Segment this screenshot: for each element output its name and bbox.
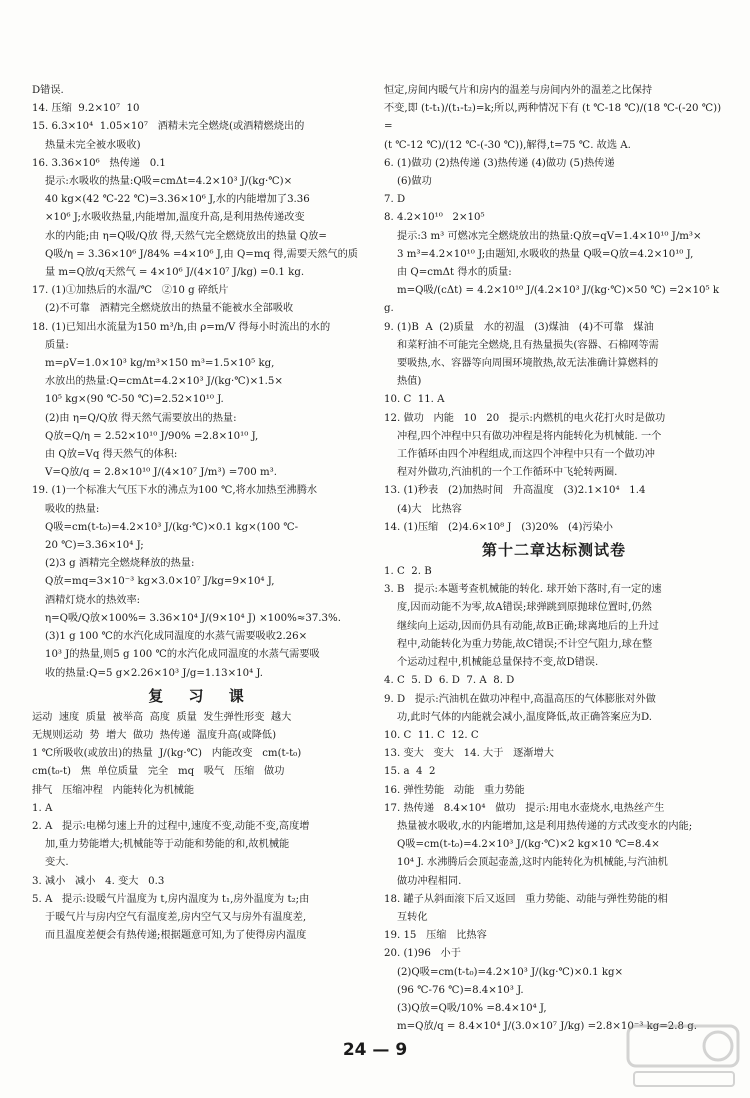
text-line: Q放=Q/η = 2.52×10¹⁰ J/90% =2.8×10¹⁰ J, [32, 430, 259, 442]
text-line: 1. C 2. B [384, 566, 432, 578]
text-line: 个运动过程中,机械能总量保持不变,故D错误. [384, 657, 599, 669]
text-line: (3)1 g 100 ℃的水汽化成同温度的水蒸气需要吸收2.26× [32, 631, 308, 643]
text-line: D错误. [32, 85, 64, 96]
text-line: η=Q吸/Q放×100%= 3.36×10⁴ J/(9×10⁴ J) ×100%≈37.3%. [32, 612, 341, 624]
text-line: 和菜籽油不可能完全燃烧,且有热量损失(容器、石棉网等需 [384, 339, 659, 351]
text-line: 程对外做功,汽油机的一个工作循环中飞轮转两圈. [384, 467, 618, 479]
text-line: (2)Q吸=cm(t-t₀)=4.2×10³ J/(kg·℃)×0.1 kg× [384, 966, 624, 978]
watermark-logo-icon [624, 1020, 742, 1092]
text-line: 吸收的热量: [32, 503, 100, 515]
left-column [32, 82, 370, 945]
text-line: 16. 弹性势能 动能 重力势能 [384, 784, 525, 796]
text-line: 10³ J的热量,则5 g 100 ℃的水汽化成同温度的水蒸气需要吸 [32, 649, 320, 661]
text-line: 继续向上运动,因而仍具有动能,故B正确;球离地后的上升过 [384, 620, 659, 632]
text-line: 18. 罐子从斜面滚下后又返回 重力势能、动能与弹性势能的相 [384, 893, 668, 905]
text-line: (3)Q放=Q吸/10% =8.4×10⁴ J, [384, 1002, 547, 1014]
text-line: 17. 热传递 8.4×10⁴ 做功 提示:用电水壶烧水,电热丝产生 [384, 802, 665, 814]
text-line: 13. (1)秒表 (2)加热时间 升高温度 (3)2.1×10⁴ 1.4 [384, 485, 646, 497]
text-line: 5. A 提示:设暖气片温度为 t,房内温度为 t₁,房外温度为 t₂;由 [32, 893, 310, 905]
text-line: (2)由 η=Q/Q放 得天然气需要放出的热量: [32, 412, 237, 424]
text-line: 加,重力势能增大;机械能等于动能和势能的和,故机械能 [32, 839, 290, 851]
text-line: m=Q吸/(cΔt) = 4.2×10¹⁰ J/(4.2×10³ J/(kg·℃)×50 ℃) =2×10⁵ kg. [384, 285, 720, 315]
text-line: Q吸/η = 3.36×10⁶ J/84% =4×10⁶ J,由 Q=mq 得,需要天然气的质 [32, 248, 358, 260]
text-line: 9. (1)B A (2)质量 水的初温 (3)煤油 (4)不可靠 煤油 [384, 321, 654, 333]
text-line: (96 ℃-76 ℃)=8.4×10³ J. [384, 984, 524, 996]
text-line: 热值) [384, 376, 422, 388]
right-column [384, 82, 724, 1036]
text-line: 由 Q=cmΔt 得水的质量: [384, 267, 512, 279]
text-line: 14. (1)压缩 (2)4.6×10⁸ J (3)20% (4)污染小 [384, 521, 613, 533]
text-line: 12. 做功 内能 10 20 提示:内燃机的电火花打火时是做功 [384, 412, 666, 424]
text-line: 量 m=Q放/q天然气 = 4×10⁶ J/(4×10⁷ J/kg) =0.1 kg. [32, 267, 305, 279]
text-line: 18. (1)已知出水流量为150 m³/h,由 ρ=m/V 得每小时流出的水的 [32, 321, 331, 333]
text-line: 做功冲程相同. [384, 875, 462, 887]
text-line: (2)不可靠 酒精完全燃烧放出的热量不能被水全部吸收 [32, 303, 294, 315]
text-line: 收的热量:Q=5 g×2.26×10³ J/g=1.13×10⁴ J. [32, 667, 263, 679]
text-line: 而且温度差便会有热传递;根据题意可知,为了使得房内温度 [32, 930, 307, 942]
text-line: 热量未完全被水吸收) [32, 139, 141, 151]
text-line: 1. A [32, 802, 53, 814]
text-line: 热量被水吸收,水的内能增加,这是利用热传递的方式改变水的内能; [384, 820, 693, 832]
text-line: 冲程,四个冲程中只有做功冲程是将内能转化为机械能. 一个 [384, 430, 662, 442]
text-line: 13. 变大 变大 14. 大于 逐渐增大 [384, 748, 554, 760]
text-line: (t ℃-12 ℃)/(12 ℃-(-30 ℃)),解得,t=75 ℃. 故选 A. [384, 139, 631, 151]
text-line: 19. (1)一个标准大气压下水的沸点为100 ℃,将水加热至沸腾水 [32, 485, 318, 497]
text-line: 14. 压缩 9.2×10⁷ 10 [32, 103, 140, 115]
text-line: 度,因而动能不为零,故A错误;球弹跳到原抛球位置时,仍然 [384, 602, 652, 614]
text-line: Q吸=cm(t-t₀)=4.2×10³ J/(kg·℃)×2 kg×10 ℃=8.4× [384, 839, 660, 851]
text-line: 水放出的热量:Q=cmΔt=4.2×10³ J/(kg·℃)×1.5× [32, 376, 283, 388]
text-line: 排气 压缩冲程 内能转化为机械能 [32, 784, 195, 796]
text-line: 水的内能;由 η=Q吸/Q放 得,天然气完全燃烧放出的热量 Q放= [32, 230, 327, 242]
text-line: Q放=mq=3×10⁻³ kg×3.0×10⁷ J/kg=9×10⁴ J, [32, 576, 275, 588]
text-line: 无规则运动 势 增大 做功 热传递 温度升高(或降低) [32, 729, 277, 741]
text-line: 质量: [32, 339, 69, 351]
text-line: cm(t₀-t) 焦 单位质量 完全 mq 吸气 压缩 做功 [32, 766, 285, 778]
text-line: 提示:水吸收的热量:Q吸=cmΔt=4.2×10³ J/(kg·℃)× [32, 176, 293, 188]
text-line: 2. A 提示:电梯匀速上升的过程中,速度不变,动能不变,高度增 [32, 820, 310, 832]
text-line: 15. 6.3×10⁴ 1.05×10⁷ 酒精未完全燃烧(或酒精燃烧出的 [32, 121, 305, 133]
text-line: 1 ℃所吸收(或放出)的热量 J/(kg·℃) 内能改变 cm(t-t₀) [32, 748, 302, 760]
section-heading: 第十二章达标测试卷 [481, 541, 626, 560]
text-line: 16. 3.36×10⁶ 热传递 0.1 [32, 157, 166, 169]
text-line: 17. (1)①加热后的水温/℃ ②10 g 碎纸片 [32, 285, 229, 297]
text-line: Q吸=cm(t-t₀)=4.2×10³ J/(kg·℃)×0.1 kg×(100 ℃- [32, 521, 299, 533]
page-number: 24 — 9 [342, 1040, 408, 1060]
text-line: 程中,动能转化为重力势能,故C错误;不计空气阻力,球在整 [384, 638, 653, 650]
text-line: 于暖气片与房内空气有温度差,房内空气又与房外有温度差, [32, 911, 307, 923]
text-line: m=Q放/q = 8.4×10⁴ J/(3.0×10⁷ J/kg) =2.8×10⁻³ kg=2.8 g. [384, 1021, 697, 1033]
text-line: 由 Q放=Vq 得天然气的体积: [32, 449, 178, 461]
text-line: 不变,即 (t-t₁)/(t₁-t₂)=k;所以,两种情况下有 (t ℃-18 ℃)/(18 ℃-(-20 ℃))= [384, 103, 722, 133]
text-line: 变大. [32, 857, 69, 869]
text-line: 10⁴ J. 水沸腾后会顶起壶盖,这时内能转化为机械能,与汽油机 [384, 857, 668, 869]
text-line: 互转化 [384, 911, 428, 923]
text-line: 要吸热,水、容器等向周围环境散热,故无法准确计算燃料的 [384, 358, 659, 370]
text-line: 10. C 11. C 12. C [384, 729, 479, 741]
text-line: 4. C 5. D 6. D 7. A 8. D [384, 675, 515, 687]
text-line: 10⁵ kg×(90 ℃-50 ℃)=2.52×10¹⁰ J. [32, 394, 224, 406]
section-heading: 复 习 课 [148, 686, 254, 705]
text-line: 6. (1)做功 (2)热传递 (3)热传递 (4)做功 (5)热传递 [384, 157, 615, 169]
text-line: 15. a 4 2 [384, 766, 436, 778]
text-line: 提示:3 m³ 可燃冰完全燃烧放出的热量:Q放=qV=1.4×10¹⁰ J/m³× [384, 230, 702, 242]
text-line: 工作循环由四个冲程组成,而这四个冲程中只有一个做功冲 [384, 449, 655, 461]
text-line: 运动 速度 质量 被举高 高度 质量 发生弹性形变 越大 [32, 711, 292, 723]
text-line: 酒精灯烧水的热效率: [32, 594, 141, 606]
text-line: 20. (1)96 小于 [384, 948, 461, 960]
text-line: (4)大 比热容 [384, 503, 462, 515]
text-line: 8. 4.2×10¹⁰ 2×10⁵ [384, 212, 485, 224]
text-line: 7. D [384, 194, 406, 206]
text-line: 40 kg×(42 ℃-22 ℃)=3.36×10⁶ J,水的内能增加了3.36 [32, 194, 310, 206]
text-line: (6)做功 [384, 176, 432, 188]
text-line: 9. D 提示:汽油机在做功冲程中,高温高压的气体膨胀对外做 [384, 693, 656, 705]
text-line: 功,此时气体的内能就会减小,温度降低,故正确答案应为D. [384, 711, 653, 723]
text-line: 3. B 提示:本题考查机械能的转化. 球开始下落时,有一定的速 [384, 584, 662, 596]
text-line: 19. 15 压缩 比热容 [384, 930, 487, 942]
text-line: ×10⁶ J;水吸收热量,内能增加,温度升高,是利用热传递改变 [32, 212, 305, 224]
text-line: 3. 减小 减小 4. 变大 0.3 [32, 875, 165, 887]
text-line: 10. C 11. A [384, 394, 445, 406]
text-line: V=Q放/q = 2.8×10¹⁰ J/(4×10⁷ J/m³) =700 m³. [32, 467, 277, 479]
text-line: (2)3 g 酒精完全燃烧释放的热量: [32, 558, 195, 570]
text-line: 20 ℃)=3.36×10⁴ J; [32, 540, 144, 552]
text-line: 3 m³=4.2×10¹⁰ J;由题知,水吸收的热量 Q吸=Q放=4.2×10¹⁰ J, [384, 248, 694, 260]
text-line: 恒定,房间内暖气片和房内的温差与房间内外的温差之比保持 [384, 85, 653, 96]
text-line: m=ρV=1.0×10³ kg/m³×150 m³=1.5×10⁵ kg, [32, 358, 275, 370]
